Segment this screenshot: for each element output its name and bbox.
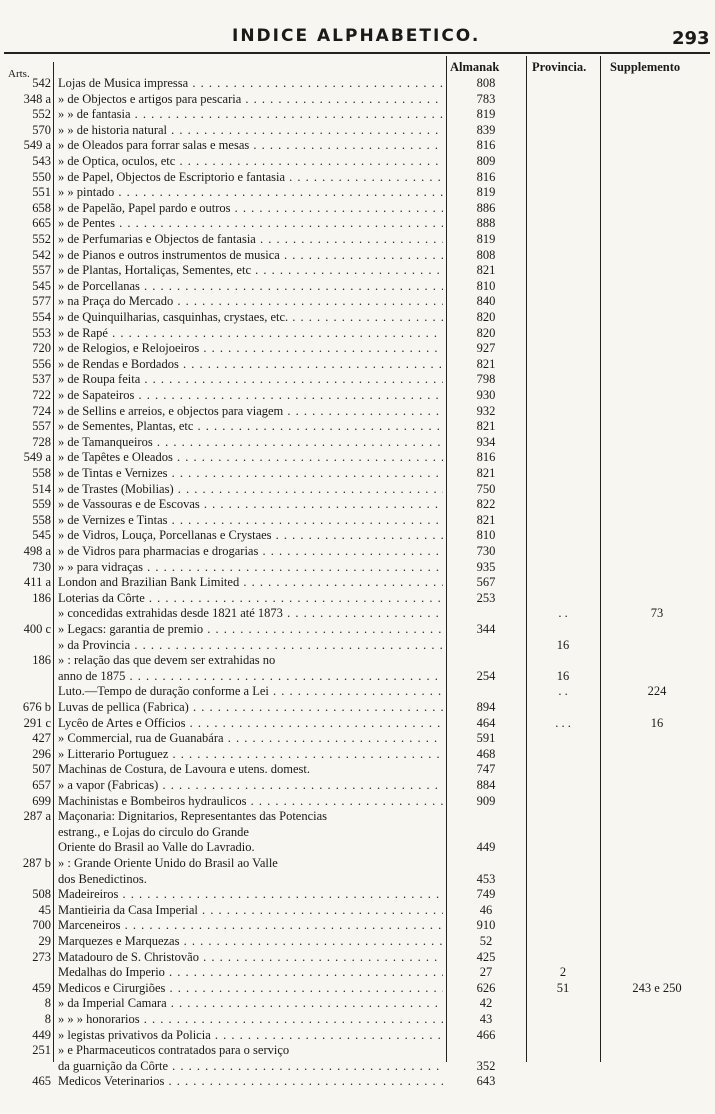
- index-entry-label: Medicos Veterinarios . . .: [58, 1074, 443, 1090]
- index-row: [0, 154, 715, 170]
- index-almanak-page: 819: [476, 185, 496, 200]
- index-entry-label: » de Sellins e arreios, e objectos para viagem . . .: [58, 404, 443, 420]
- index-almanak-page: 643: [476, 1074, 496, 1089]
- index-article-number: 558: [32, 512, 51, 527]
- index-article-number: 554: [32, 310, 51, 324]
- index-article-number: 559: [32, 497, 51, 512]
- index-article-number: 449: [32, 1027, 51, 1042]
- index-almanak-page: 820: [476, 325, 496, 340]
- index-almanak-page: 821: [476, 263, 496, 278]
- index-row: [0, 138, 715, 154]
- index-article-number: 700: [32, 918, 51, 933]
- index-entry-label: Machinas de Costura, de Lavoura e utens. domest.: [58, 762, 311, 777]
- index-article-number: 8: [44, 1012, 51, 1026]
- index-almanak-page: 808: [476, 247, 496, 262]
- index-entry-label: » de Sapateiros . . .: [58, 388, 443, 404]
- index-entry-label: Lycêo de Artes e Officios . . .: [58, 716, 443, 732]
- index-entry-label: anno de 1875 . . .: [58, 669, 443, 685]
- index-entry-label: » concedidas extrahidas desde 1821 até 1873 . . .: [58, 606, 443, 622]
- index-article-number: 29: [38, 934, 51, 948]
- index-entry-label: » de Papelão, Papel pardo e outros . . .: [58, 201, 443, 217]
- index-entry-label: Medalhas do Imperio . . .: [58, 965, 443, 981]
- index-row: [0, 1043, 715, 1059]
- index-row: [0, 778, 715, 794]
- index-entry-label: » de Roupa feita . . .: [58, 372, 443, 388]
- index-row: [0, 856, 715, 872]
- index-article-number: 658: [32, 200, 51, 215]
- index-row: [0, 279, 715, 295]
- index-entry-label: dos Benedictinos.: [58, 871, 147, 886]
- index-row: [0, 232, 715, 248]
- index-provincia-page: 16: [556, 668, 570, 683]
- top-rule: [4, 52, 710, 54]
- index-article-number: 251: [32, 1043, 51, 1058]
- index-article-number: 287 a: [23, 809, 51, 824]
- index-row: [0, 684, 715, 700]
- index-article-number: 557: [32, 263, 51, 278]
- index-row: [0, 497, 715, 513]
- index-supplemento-page: 243 e 250: [632, 980, 682, 995]
- index-article-number: 553: [32, 325, 51, 340]
- index-almanak-page: 747: [476, 762, 496, 777]
- index-almanak-page: 591: [476, 731, 496, 746]
- index-row: [0, 294, 715, 310]
- index-article-number: 551: [32, 185, 51, 200]
- index-almanak-page: 816: [476, 450, 496, 465]
- index-row: [0, 528, 715, 544]
- page-number: 293: [672, 28, 710, 49]
- index-article-number: 549 a: [23, 138, 51, 153]
- index-row: [0, 466, 715, 482]
- index-almanak-page: 626: [476, 980, 496, 995]
- index-entry-label: » : Grande Oriente Unido do Brasil ao Valle: [58, 856, 278, 870]
- index-almanak-page: 821: [476, 356, 496, 371]
- page-title: INDICE ALPHABETICO.: [232, 26, 481, 46]
- index-row: [0, 76, 715, 92]
- index-row: [0, 482, 715, 498]
- index-article-number: 724: [32, 403, 51, 418]
- index-provincia-page: 2: [559, 965, 567, 980]
- index-almanak-page: 821: [476, 466, 496, 480]
- index-almanak-page: 730: [476, 544, 496, 558]
- index-entry-label: » de Objectos e artigos para pescaria . . .: [58, 92, 443, 108]
- index-almanak-page: 449: [476, 840, 496, 855]
- index-almanak-page: 819: [476, 232, 496, 246]
- index-entry-label: » legistas privativos da Policia . . .: [58, 1028, 443, 1044]
- index-article-number: 186: [32, 653, 51, 668]
- index-row: [0, 201, 715, 217]
- column-header-supplemento: Supplemento: [610, 60, 681, 74]
- index-entry-label: » de Vidros, Louça, Porcellanas e Crystaes . . .: [58, 528, 443, 544]
- index-entry-label: » de Oleados para forrar salas e mesas . . .: [58, 138, 443, 154]
- index-entry-label: Loterias da Côrte . . .: [58, 591, 443, 607]
- index-almanak-page: 932: [476, 403, 496, 418]
- index-article-number: 549 a: [23, 450, 51, 465]
- index-provincia-page: . .: [558, 684, 568, 699]
- index-row: [0, 996, 715, 1012]
- index-entry-label: Marquezes e Marquezas . . .: [58, 934, 443, 950]
- index-article-number: 665: [32, 216, 51, 231]
- index-entry-label: » de Rapé . . .: [58, 326, 443, 342]
- index-row: [0, 809, 715, 825]
- index-almanak-page: 819: [476, 107, 496, 122]
- index-entry-label: » Commercial, rua de Guanabára . . .: [58, 731, 443, 747]
- index-row: [0, 544, 715, 560]
- index-almanak-page: 254: [476, 668, 496, 683]
- index-row: [0, 903, 715, 919]
- index-row: [0, 794, 715, 810]
- index-row: [0, 575, 715, 591]
- index-entry-label: » da Imperial Camara . . .: [58, 996, 443, 1012]
- index-almanak-page: 820: [476, 310, 496, 324]
- index-entry-label: » a vapor (Fabricas) . . .: [58, 778, 443, 794]
- index-entry-label: » » pintado . . .: [58, 185, 443, 201]
- index-almanak-page: 352: [476, 1058, 496, 1073]
- index-article-number: 552: [32, 232, 51, 246]
- index-row: [0, 872, 715, 888]
- index-article-number: 186: [32, 590, 51, 605]
- index-article-number: 291 c: [23, 715, 51, 730]
- index-row: [0, 840, 715, 856]
- index-almanak-page: 567: [476, 575, 496, 590]
- index-almanak-page: 783: [476, 91, 496, 106]
- index-article-number: 8: [44, 996, 51, 1011]
- index-almanak-page: 930: [476, 388, 496, 402]
- index-almanak-page: 816: [476, 169, 496, 184]
- index-almanak-page: 798: [476, 372, 496, 387]
- index-article-number: 552: [32, 107, 51, 122]
- index-almanak-page: 935: [476, 559, 496, 574]
- index-almanak-page: 453: [476, 871, 496, 886]
- index-almanak-page: 464: [476, 715, 496, 730]
- index-row: [0, 653, 715, 669]
- index-row: [0, 216, 715, 232]
- index-almanak-page: 27: [479, 965, 493, 980]
- index-entry-label: » » para vidraças . . .: [58, 560, 443, 576]
- index-almanak-page: 821: [476, 419, 496, 434]
- index-row: [0, 934, 715, 950]
- index-entry-label: Oriente do Brasil ao Valle do Lavradio.: [58, 840, 255, 855]
- index-entry-label: » Legacs: garantia de premio . . .: [58, 622, 443, 638]
- index-almanak-page: 886: [476, 200, 496, 215]
- index-article-number: 348 a: [23, 91, 51, 106]
- index-article-number: 730: [32, 559, 51, 574]
- index-row: [0, 747, 715, 763]
- index-entry-label: » de Tapêtes e Oleados . . .: [58, 450, 443, 466]
- index-entry-label: » » » honorarios . . .: [58, 1012, 443, 1028]
- index-article-number: 459: [32, 980, 51, 995]
- index-row: [0, 1074, 715, 1090]
- index-row: [0, 310, 715, 326]
- index-entry-label: » de Perfumarias e Objectos de fantasia . . .: [58, 232, 443, 248]
- index-entry-label: Lojas de Musica impressa . . .: [58, 76, 443, 92]
- index-entry-label: Machinistas e Bombeiros hydraulicos . . .: [58, 794, 443, 810]
- index-row: [0, 341, 715, 357]
- index-supplemento-page: 16: [650, 715, 664, 730]
- index-almanak-page: 840: [476, 294, 496, 309]
- index-row: [0, 419, 715, 435]
- index-row: [0, 965, 715, 981]
- index-entry-label: Luto.—Tempo de duração conforme a Lei . . .: [58, 684, 443, 700]
- index-row: [0, 404, 715, 420]
- index-row: [0, 716, 715, 732]
- index-entry-label: » : relação das que devem ser extrahidas no: [58, 653, 276, 668]
- index-entry-label: » de Papel, Objectos de Escriptorio e fantasia . . .: [58, 170, 443, 186]
- index-article-number: 507: [32, 762, 51, 777]
- index-article-number: 728: [32, 434, 51, 449]
- index-almanak-page: 344: [476, 622, 496, 636]
- index-entry-label: » de Quinquilharias, casquinhas, crystaes, etc. . . .: [58, 310, 443, 326]
- index-almanak-page: 888: [476, 216, 496, 231]
- index-row: [0, 513, 715, 529]
- index-row: [0, 170, 715, 186]
- index-supplemento-page: 224: [647, 684, 667, 699]
- index-entry-label: » de Pianos e outros instrumentos de musica . . .: [58, 248, 443, 264]
- index-article-number: 537: [32, 372, 51, 387]
- index-entry-label: » de Optica, oculos, etc . . .: [58, 154, 443, 170]
- index-row: [0, 638, 715, 654]
- index-almanak-page: 927: [476, 341, 496, 356]
- index-almanak-page: 808: [476, 76, 496, 90]
- index-entry-label: » de Tamanqueiros . . .: [58, 435, 443, 451]
- column-header-provincia: Provincia.: [532, 60, 587, 74]
- index-article-number: 543: [32, 154, 51, 168]
- index-article-number: 411 a: [24, 575, 51, 590]
- index-entry-label: » de Plantas, Hortaliças, Sementes, etc . . .: [58, 263, 443, 279]
- index-row: [0, 1028, 715, 1044]
- index-row: [0, 450, 715, 466]
- index-article-number: 720: [32, 341, 51, 356]
- index-almanak-page: 810: [476, 528, 496, 543]
- index-entry-label: » » de fantasia . . .: [58, 107, 443, 123]
- index-entry-label: Matadouro de S. Christovão . . .: [58, 950, 443, 966]
- index-row: [0, 435, 715, 451]
- column-header-almanak: Almanak: [450, 60, 500, 74]
- index-entry-label: Medicos e Cirurgiões . . .: [58, 981, 443, 997]
- index-provincia-page: 51: [556, 980, 570, 995]
- index-article-number: 558: [32, 466, 51, 480]
- index-entry-label: Mantieiria da Casa Imperial . . .: [58, 903, 443, 919]
- index-row: [0, 731, 715, 747]
- index-article-number: 545: [32, 528, 51, 543]
- index-row: [0, 669, 715, 685]
- index-entry-label: estrang., e Lojas do circulo do Grande: [58, 824, 249, 839]
- index-entry-label: » » de historia natural . . .: [58, 123, 443, 139]
- index-almanak-page: 253: [476, 590, 496, 605]
- index-row: [0, 263, 715, 279]
- index-row: [0, 981, 715, 997]
- index-article-number: 722: [32, 388, 51, 402]
- index-article-number: 676 b: [22, 700, 51, 714]
- index-article-number: 427: [32, 731, 51, 746]
- index-article-number: 45: [38, 902, 51, 917]
- index-entry-label: » Litterario Portuguez . . .: [58, 747, 443, 763]
- index-row: [0, 918, 715, 934]
- index-entry-label: Madeireiros . . .: [58, 887, 443, 903]
- index-row: [0, 591, 715, 607]
- index-almanak-page: 934: [476, 434, 496, 449]
- index-article-number: 400 c: [23, 622, 51, 636]
- index-article-number: 550: [32, 169, 51, 184]
- index-provincia-page: . . .: [555, 715, 571, 730]
- index-entry-label: » e Pharmaceuticos contratados para o serviço: [58, 1043, 290, 1058]
- index-article-number: 570: [32, 122, 51, 137]
- index-almanak-page: 468: [476, 746, 496, 761]
- index-almanak-page: 884: [476, 778, 496, 792]
- index-almanak-page: 42: [479, 996, 493, 1011]
- index-almanak-page: 909: [476, 793, 496, 808]
- index-row: [0, 107, 715, 123]
- index-entry-label: Marceneiros . . .: [58, 918, 443, 934]
- index-entry-label: » de Porcellanas . . .: [58, 279, 443, 295]
- index-article-number: 296: [32, 746, 51, 761]
- index-article-number: 542: [32, 76, 51, 90]
- index-article-number: 542: [32, 247, 51, 262]
- index-almanak-page: 46: [479, 902, 493, 917]
- index-article-number: 465: [32, 1074, 51, 1089]
- index-row: [0, 388, 715, 404]
- index-row: [0, 92, 715, 108]
- index-provincia-page: 16: [556, 637, 570, 652]
- index-provincia-page: . .: [558, 606, 568, 621]
- index-row: [0, 248, 715, 264]
- index-entry-label: » de Vidros para pharmacias e drogarias . . .: [58, 544, 443, 560]
- index-article-number: 556: [32, 356, 51, 371]
- index-entry-label: Luvas de pellica (Fabrica) . . .: [58, 700, 443, 716]
- index-row: [0, 700, 715, 716]
- index-row: [0, 762, 715, 778]
- index-row: [0, 357, 715, 373]
- index-entry-label: » de Trastes (Mobilias) . . .: [58, 482, 443, 498]
- index-almanak-page: 52: [479, 934, 493, 948]
- index-row: [0, 825, 715, 841]
- index-entry-label: » da Provincia . . .: [58, 638, 443, 654]
- index-row: [0, 622, 715, 638]
- index-article-number: 273: [32, 949, 51, 964]
- index-entry-label: » de Vernizes e Tintas . . .: [58, 513, 443, 529]
- index-almanak-page: 750: [476, 481, 496, 496]
- index-row: [0, 372, 715, 388]
- index-entry-label: Maçonaria: Dignitarios, Representantes das Potencias: [58, 809, 328, 824]
- index-entry-label: » de Pentes . . .: [58, 216, 443, 232]
- index-entry-label: » na Praça do Mercado . . .: [58, 294, 443, 310]
- index-row: [0, 1012, 715, 1028]
- index-supplemento-page: 73: [650, 606, 664, 621]
- index-article-number: 657: [32, 778, 51, 792]
- index-row: [0, 606, 715, 622]
- index-entry-label: » de Vassouras e de Escovas . . .: [58, 497, 443, 513]
- index-almanak-page: 810: [476, 278, 496, 293]
- index-row: [0, 185, 715, 201]
- index-row: [0, 950, 715, 966]
- index-entry-label: » de Rendas e Bordados . . .: [58, 357, 443, 373]
- column-header-arts: Arts.: [8, 68, 30, 80]
- index-article-number: 557: [32, 419, 51, 434]
- index-entry-label: London and Brazilian Bank Limited . . .: [58, 575, 443, 591]
- index-almanak-page: 910: [476, 918, 496, 933]
- index-almanak-page: 839: [476, 122, 496, 137]
- index-almanak-page: 749: [476, 887, 496, 902]
- index-almanak-page: 822: [476, 497, 496, 512]
- index-entry-label: » de Relogios, e Relojoeiros . . .: [58, 341, 443, 357]
- index-almanak-page: 894: [476, 700, 496, 714]
- index-article-number: 498 a: [23, 544, 51, 558]
- index-row: [0, 560, 715, 576]
- index-almanak-page: 425: [476, 949, 496, 964]
- index-article-number: 699: [32, 793, 51, 808]
- index-almanak-page: 816: [476, 138, 496, 153]
- index-row: [0, 887, 715, 903]
- index-almanak-page: 466: [476, 1027, 496, 1042]
- index-row: [0, 326, 715, 342]
- index-article-number: 508: [32, 887, 51, 902]
- index-article-number: 287 b: [22, 856, 51, 870]
- index-entry-label: » de Tintas e Vernizes . . .: [58, 466, 443, 482]
- index-entry-label: da guarnição da Côrte . . .: [58, 1059, 443, 1075]
- index-entry-label: » de Sementes, Plantas, etc . . .: [58, 419, 443, 435]
- index-article-number: 545: [32, 278, 51, 293]
- index-article-number: 514: [32, 481, 51, 496]
- index-almanak-page: 43: [479, 1012, 493, 1026]
- index-row: [0, 123, 715, 139]
- index-almanak-page: 821: [476, 512, 496, 527]
- index-row: [0, 1059, 715, 1075]
- index-article-number: 577: [32, 294, 51, 309]
- index-almanak-page: 809: [476, 154, 496, 168]
